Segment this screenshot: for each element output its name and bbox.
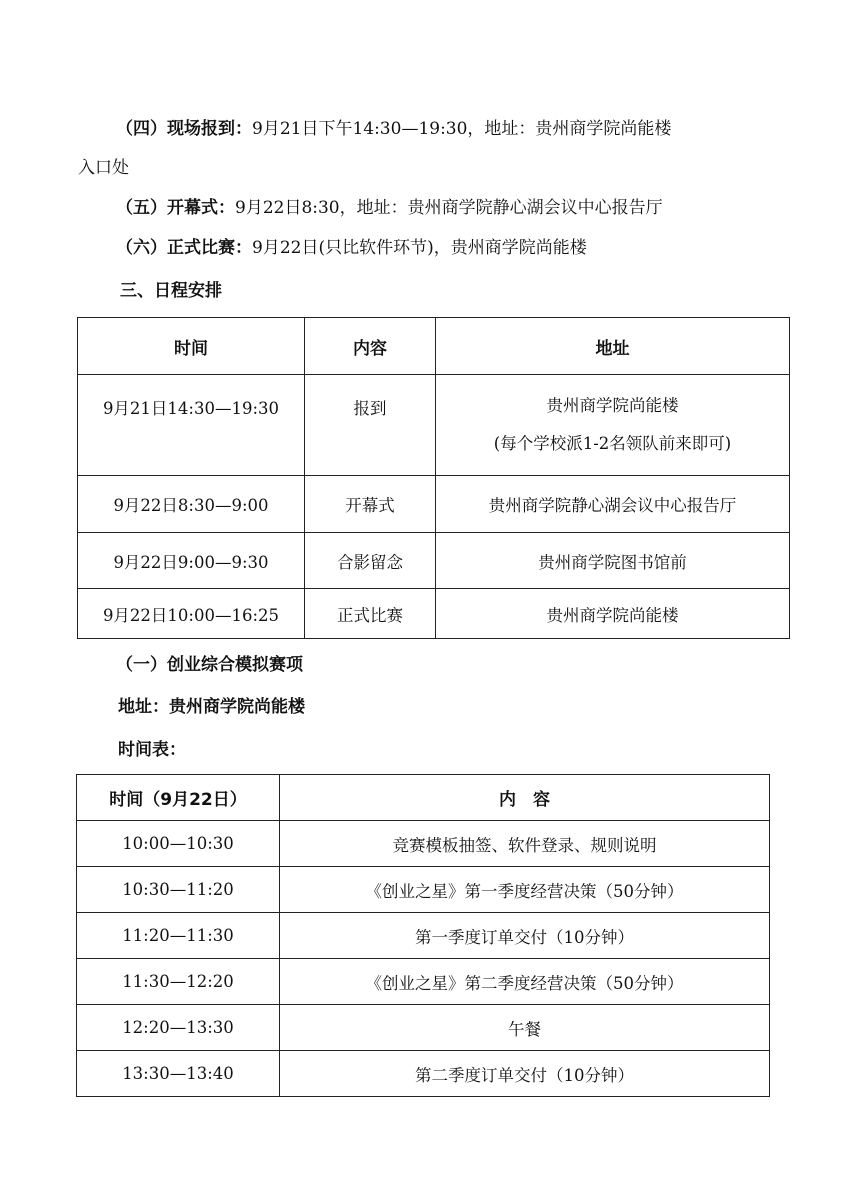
- timetable-row: [77, 1005, 770, 1051]
- schedule-header-time: 时间: [78, 318, 305, 375]
- item-opening-text: 9月22日8:30，地址：贵州商学院静心湖会议中心报告厅: [235, 198, 663, 218]
- schedule-cell-address: 贵州商学院尚能楼: [436, 589, 790, 639]
- schedule-row: [78, 589, 790, 639]
- schedule-header-content: 内容: [305, 318, 436, 375]
- schedule-cell-address: 贵州商学院静心湖会议中心报告厅: [436, 476, 790, 533]
- timetable-row: [77, 913, 770, 959]
- item-competition: [116, 235, 587, 261]
- timetable-cell-time: 11:20—11:30: [77, 913, 280, 959]
- item-competition-label: （六）正式比赛：: [116, 238, 252, 258]
- schedule-cell-content: 报到: [305, 375, 436, 476]
- timetable-cell-time: 12:20—13:30: [77, 1005, 280, 1051]
- schedule-row: [78, 375, 790, 476]
- section-schedule-title: 三、日程安排: [120, 281, 222, 301]
- timetable-header-time: 时间（9月22日）: [77, 775, 280, 821]
- timetable-cell-time: 13:30—13:40: [77, 1051, 280, 1097]
- timetable-cell-content: 第一季度订单交付（10分钟）: [280, 913, 770, 959]
- timetable-cell-content: 午餐: [280, 1005, 770, 1051]
- item-opening: [116, 195, 663, 221]
- timetable-row: [77, 821, 770, 867]
- schedule-cell-content: 开幕式: [305, 476, 436, 533]
- schedule-cell-time: 9月22日9:00—9:30: [78, 533, 305, 589]
- subsection-address: 地址：贵州商学院尚能楼: [118, 697, 305, 717]
- timetable-cell-content: 《创业之星》第二季度经营决策（50分钟）: [280, 959, 770, 1005]
- schedule-header-row: [78, 318, 790, 375]
- item-registration-text: 9月21日下午14:30—19:30，地址：贵州商学院尚能楼: [252, 119, 672, 139]
- timetable-cell-time: 10:00—10:30: [77, 821, 280, 867]
- timetable-cell-content: 第二季度订单交付（10分钟）: [280, 1051, 770, 1097]
- schedule-cell-time: 9月21日14:30—19:30: [78, 375, 305, 476]
- item-registration-continued: 入口处: [78, 158, 129, 178]
- schedule-header-address: 地址: [436, 318, 790, 375]
- schedule-cell-time: 9月22日8:30—9:00: [78, 476, 305, 533]
- timetable-cell-content: 竞赛模板抽签、软件登录、规则说明: [280, 821, 770, 867]
- item-competition-text: 9月22日(只比软件环节)，贵州商学院尚能楼: [252, 238, 587, 258]
- subsection-title: （一）创业综合模拟赛项: [116, 655, 303, 675]
- timetable-cell-content: 《创业之星》第一季度经营决策（50分钟）: [280, 867, 770, 913]
- schedule-cell-time: 9月22日10:00—16:25: [78, 589, 305, 639]
- schedule-row: [78, 476, 790, 533]
- timetable-label: 时间表：: [118, 740, 186, 760]
- schedule-cell-content: 正式比赛: [305, 589, 436, 639]
- timetable-cell-time: 10:30—11:20: [77, 867, 280, 913]
- schedule-cell-address: [436, 375, 790, 476]
- timetable-row: [77, 1051, 770, 1097]
- schedule-cell-content: 合影留念: [305, 533, 436, 589]
- timetable: [76, 774, 770, 1097]
- timetable-header-row: [77, 775, 770, 821]
- schedule-cell-address: 贵州商学院图书馆前: [436, 533, 790, 589]
- schedule-row: [78, 533, 790, 589]
- timetable-row: [77, 959, 770, 1005]
- schedule-address-note: (每个学校派1-2名领队前来即可): [493, 434, 732, 453]
- timetable-header-content: 内 容: [280, 775, 770, 821]
- schedule-address-line: 贵州商学院尚能楼: [546, 396, 679, 415]
- item-registration-label: （四）现场报到：: [116, 119, 252, 139]
- item-registration: [116, 116, 671, 142]
- item-opening-label: （五）开幕式：: [116, 198, 235, 218]
- timetable-row: [77, 867, 770, 913]
- timetable-cell-time: 11:30—12:20: [77, 959, 280, 1005]
- schedule-table: [77, 317, 790, 639]
